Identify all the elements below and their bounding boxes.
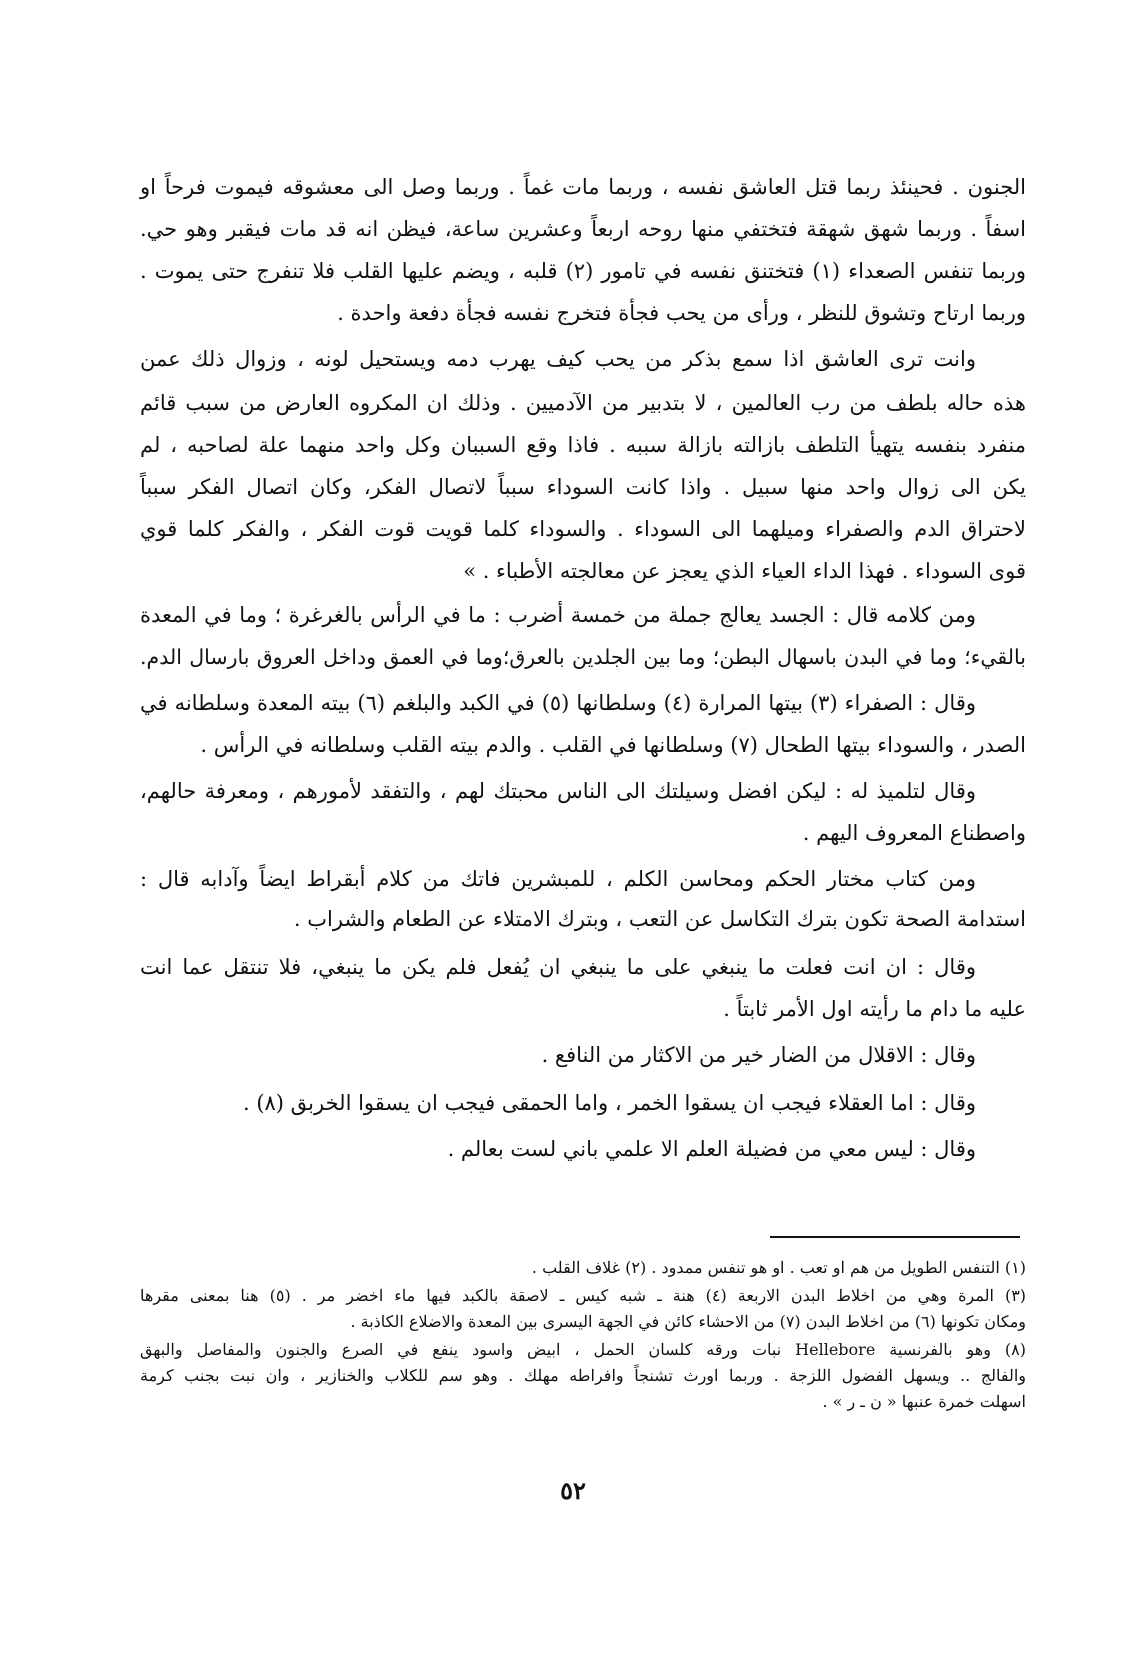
- text-line: يكن الى زوال واحد منها سبيل . واذا كانت السوداء سبباً لاتصال الفكر، وكان اتصال الفكر سبباً: [140, 475, 1026, 499]
- text-line: لاحتراق الدم والصفراء وميلهما الى السوداء . والسوداء كلما قويت قوت الفكر ، والفكر كلما قوي: [140, 517, 1026, 541]
- text-line: ومن كتاب مختار الحكم ومحاسن الكلم ، للمبشرين فاتك من كلام أبقراط ايضاً وآدابه قال :: [140, 867, 976, 891]
- text-line: هذه حاله بلطف من رب العالمين ، لا بتدبير من الآدميين . وذلك ان المكروه العارض من سبب قائم: [140, 391, 1026, 415]
- text-line: الجنون . فحينئذ ربما قتل العاشق نفسه ، وربما مات غماً . وربما وصل الى معشوقه فيموت فرحاً او: [140, 175, 1026, 199]
- text-line: وقال لتلميذ له : ليكن افضل وسيلتك الى الناس محبتك لهم ، والتفقد لأمورهم ، ومعرفة حالهم،: [140, 779, 976, 803]
- text-line: وانت ترى العاشق اذا سمع بذكر من يحب كيف يهرب دمه ويستحيل لونه ، وزوال ذلك عمن: [140, 347, 976, 371]
- footnote-line: (٣) المرة وهي من اخلاط البدن الاربعة (٤) هنة ـ شبه كيس ـ لاصقة بالكبد فيها ماء اخضر مر . (٥) هنا بمعنى مقرها: [140, 1286, 1027, 1305]
- text-line: وقال : ليس معي من فضيلة العلم الا علمي باني لست بعالم .: [447, 1137, 976, 1161]
- text-line: استدامة الصحة تكون بترك التكاسل عن التعب ، وبترك الامتلاء عن الطعام والشراب .: [293, 907, 1026, 931]
- page-number: ٥٢: [560, 1476, 586, 1505]
- text-line: وربما تنفس الصعداء (١) فتختنق نفسه في تامور (٢) قلبه ، ويضم عليها القلب فلا تنفرج حتى يموت .: [140, 259, 1026, 283]
- text-line: وقال : ان انت فعلت ما ينبغي على ما ينبغي ان يُفعل فلم يكن ما ينبغي، فلا تنتقل عما انت: [140, 955, 976, 979]
- text-line: بالقيء؛ وما في البدن باسهال البطن؛ وما بين الجلدين بالعرق؛وما في العمق وداخل العروق بارسال الدم.: [140, 645, 1026, 669]
- footnote-line: اسهلت خمرة عنبها « ن ـ ر » .: [822, 1392, 1026, 1411]
- text-line: الصدر ، والسوداء بيتها الطحال (٧) وسلطانها في القلب . والدم بيته القلب وسلطانه في الرأس .: [200, 733, 1026, 757]
- text-line: عليه ما دام ما رأيته اول الأمر ثابتاً .: [723, 997, 1026, 1021]
- footnote-line: (٨) وهو بالفرنسية Hellebore نبات ورقه كلسان الحمل ، ابيض واسود ينفع في الصرع والجنون والمفاصل والبهق: [140, 1340, 1027, 1359]
- text-line: وربما ارتاح وتشوق للنظر ، ورأى من يحب فجأة فتخرج نفسه فجأة دفعة واحدة .: [337, 301, 1026, 325]
- footnote-line: والفالج .. ويسهل الفضول اللزجة . وربما اورث تشنجاً وافراطه مهلك . وهو سم للكلاب والخنازير ، وان نبت بجنب كرمة: [140, 1366, 1026, 1385]
- footnote-divider: [770, 1236, 1020, 1238]
- footnote-line: (١) التنفس الطويل من هم او تعب . او هو تنفس ممدود . (٢) غلاف القلب .: [531, 1258, 1026, 1277]
- text-line: ومن كلامه قال : الجسد يعالج جملة من خمسة أضرب : ما في الرأس بالغرغرة ؛ وما في المعدة: [140, 603, 976, 627]
- text-line: واصطناع المعروف اليهم .: [802, 821, 1026, 845]
- text-line: قوى السوداء . فهذا الداء العياء الذي يعجز عن معالجته الأطباء . »: [463, 559, 1026, 583]
- footnote-line: ومكان تكونها (٦) من اخلاط البدن (٧) من الاحشاء كائن في الجهة اليسرى بين المعدة والاضلاع الكاذبة .: [350, 1312, 1026, 1331]
- text-line: منفرد بنفسه يتهيأ التلطف بازالته بازالة سببه . فاذا وقع السببان وكل واحد منهما علة لصاحبه ، لم: [140, 433, 1026, 457]
- text-line: وقال : اما العقلاء فيجب ان يسقوا الخمر ، واما الحمقى فيجب ان يسقوا الخربق (٨) .: [242, 1091, 976, 1115]
- text-line: وقال : الاقلال من الضار خير من الاكثار من النافع .: [541, 1043, 976, 1067]
- text-line: اسفاً . وربما شهق شهقة فتختفي منها روحه اربعاً وعشرين ساعة، فيظن انه قد مات فيقبر وهو حي.: [140, 217, 1026, 241]
- text-line: وقال : الصفراء (٣) بيتها المرارة (٤) وسلطانها (٥) في الكبد والبلغم (٦) بيته المعدة وسلطانه في: [140, 691, 976, 715]
